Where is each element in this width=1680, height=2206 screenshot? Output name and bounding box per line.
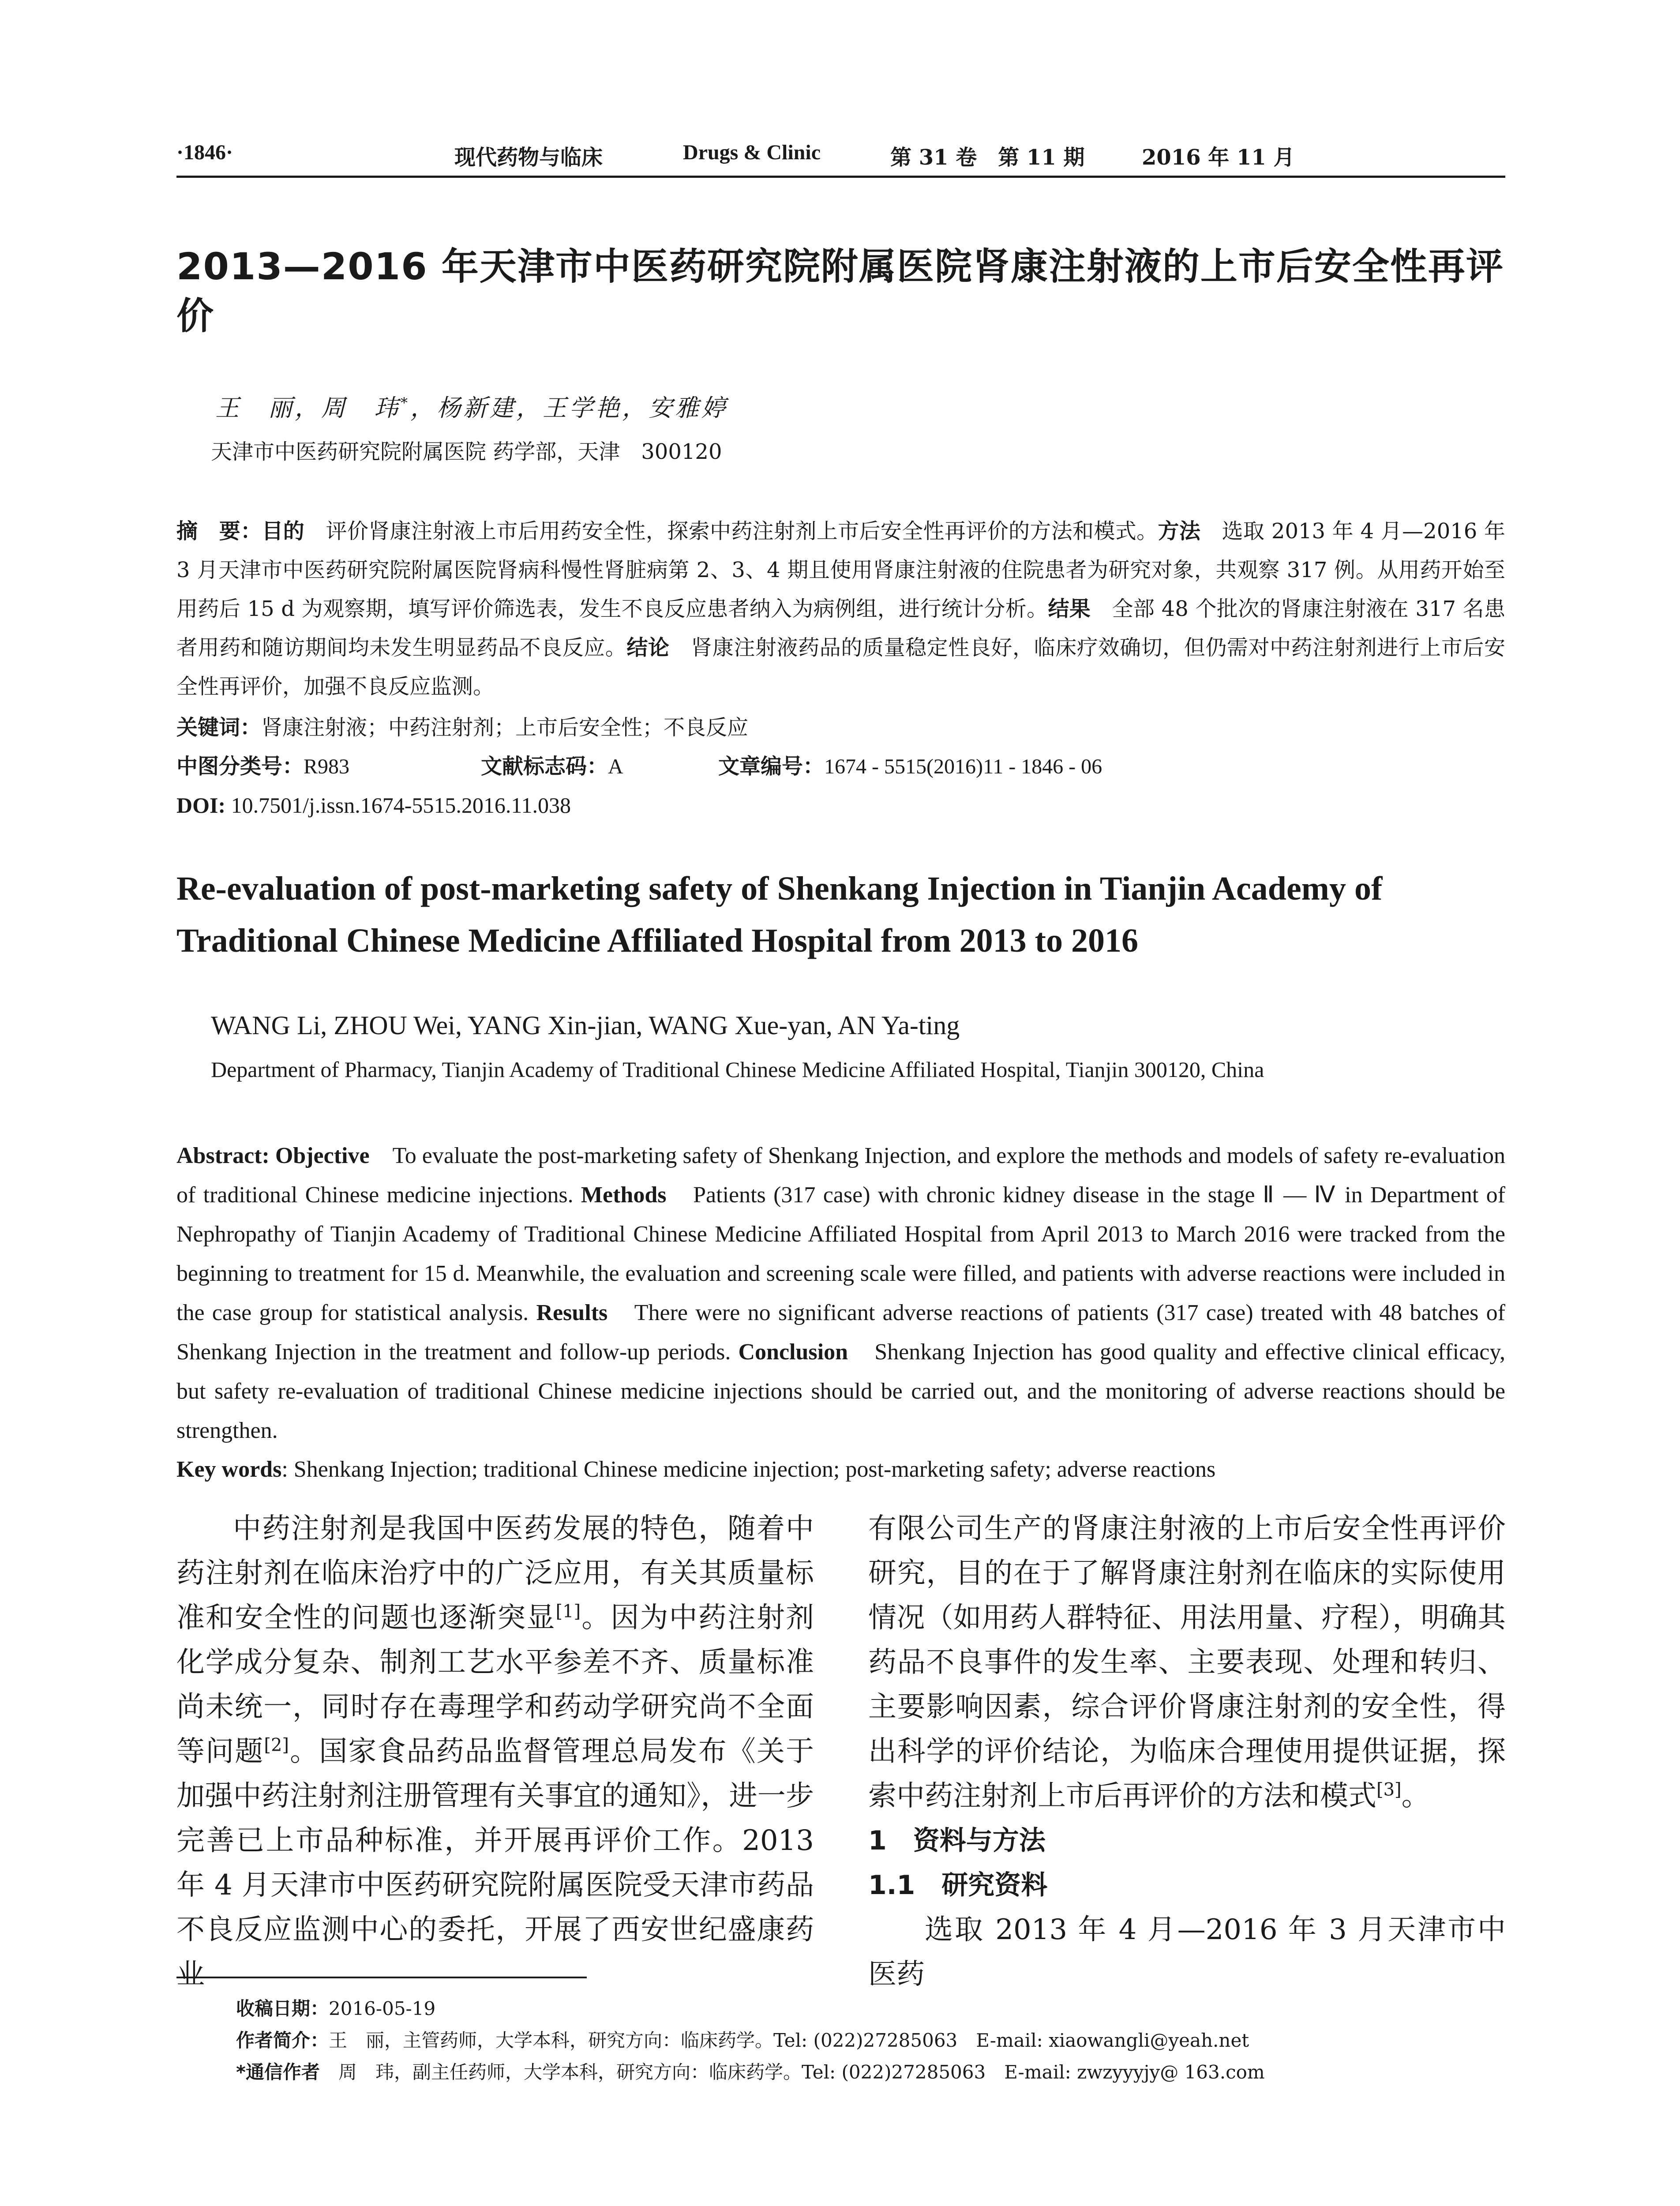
footnote-corresponding: *通信作者 周 玮，副主任药师，大学本科，研究方向：临床药学。Tel: (022)27285063 E-mail: zwzyyyjy@ 163.com [236, 2061, 1265, 2083]
issue-date: 2016 年 11 月 [1142, 145, 1295, 170]
keywords-en: Key words: Shenkang Injection; traditional Chinese medicine injection; post-marketing safety; adverse reactions [176, 1457, 1216, 1482]
authors-cn: 王 丽，周 玮*，杨新建，王学艳，安雅婷 [215, 394, 728, 422]
section-heading: 1 资料与方法 [868, 1825, 1046, 1856]
body-paragraph: 有限公司生产的肾康注射液的上市后安全性再评价研究，目的在于了解肾康注射剂在临床的实际使用情况（如用药人群特征、用法用量、疗程），明确其药品不良事件的发生率、主要表现、处理和转归、主要影响因素，综合评价肾康注射剂的安全性，得出科学的评价结论，为临床合理使用提供证据，探索中药注射剂上市后再评价的方法和模式[3]。 [868, 1512, 1506, 1812]
classification-row: 中图分类号：R983 文献标志码：A 文章编号：1674 - 5515(2016)11 - 1846 - 06 [176, 754, 1102, 779]
citation-ref: [1] [555, 1601, 581, 1622]
abstract-cn-label: 摘 要： [176, 519, 262, 544]
title-cn: 2013—2016 年天津市中医药研究院附属医院肾康注射液的上市后安全性再评价 [176, 245, 1504, 338]
corresponding-mark: * [401, 394, 410, 411]
journal-name-cn: 现代药物与临床 [454, 145, 603, 170]
citation-ref: [2] [264, 1735, 289, 1756]
body-left-column [176, 1507, 814, 1997]
authors-en: WANG Li, ZHOU Wei, YANG Xin-jian, WANG Xue-yan, AN Ya-ting [211, 1011, 960, 1040]
header-rule [176, 176, 1505, 178]
footnote-rule [176, 1977, 587, 1978]
footnote-received: 收稿日期：2016-05-19 [236, 1998, 436, 2019]
abstract-en-label: Abstract: [176, 1143, 270, 1168]
issue-info: 第 31 卷 第 11 期 [890, 145, 1085, 170]
title-en: Re-evaluation of post-marketing safety of Shenkang Injection in Tianjin Academy of Traditional Chinese Medicine Affiliated Hospital from 2013 to 2016 [176, 870, 1383, 959]
abstract-cn: 摘 要：目的 评价肾康注射液上市后用药安全性，探索中药注射剂上市后安全性再评价的方法和模式。方法 选取 2013 年 4 月—2016 年 3 月天津市中医药研究院附属医院肾病科慢性肾脏病第 2、3、4 期且使用肾康注射液的住院患者为研究对象，共观察 317 例。从用药开始至用药后 15 d 为观察期，填写评价筛选表，发生不良反应患者纳入为病例组，进行统计分析。结果 全部 48 个批次的肾康注射液在 317 名患者用药和随访期间均未发生明显药品不良反应。结论 肾康注射液药品的质量稳定性良好，临床疗效确切，但仍需对中药注射剂进行上市后安全性再评价，加强不良反应监测。 [176, 519, 1505, 699]
running-header [176, 140, 1505, 171]
abstract-en: Abstract: Objective To evaluate the post-marketing safety of Shenkang Injection, and explore the methods and models of safety re-evaluation of traditional Chinese medicine injections. Methods Patients (317 case) with chronic kidney disease in the stage Ⅱ — Ⅳ in Department of Nephropathy of Tianjin Academy of Traditional Chinese Medicine Affiliated Hospital from April 2013 to March 2016 were tracked from the beginning to treatment for 15 d. Meanwhile, the evaluation and screening scale were filled, and patients with adverse reactions were included in the case group for statistical analysis. Results There were no significant adverse reactions of patients (317 case) treated with 48 batches of Shenkang Injection in the treatment and follow-up periods. Conclusion Shenkang Injection has good quality and effective clinical efficacy, but safety re-evaluation of traditional Chinese medicine injections should be carried out, and the monitoring of adverse reactions should be strengthen. [176, 1143, 1506, 1443]
affiliation-cn: 天津市中医药研究院附属医院 药学部，天津 300120 [211, 439, 722, 464]
doi: DOI: 10.7501/j.issn.1674-5515.2016.11.038 [176, 793, 571, 818]
keywords-cn: 关键词：肾康注射液；中药注射剂；上市后安全性；不良反应 [176, 715, 749, 740]
citation-ref: [3] [1376, 1779, 1402, 1800]
body-right-column [868, 1507, 1506, 1997]
subsection-heading: 1.1 研究资料 [868, 1870, 1048, 1901]
footnote-author-bio: 作者简介：王 丽，主管药师，大学本科，研究方向：临床药学。Tel: (022)27285063 E-mail: xiaowangli@yeah.net [236, 2030, 1249, 2051]
page-number: ·1846· [176, 141, 233, 164]
journal-name-en: Drugs & Clinic [683, 141, 821, 164]
affiliation-en: Department of Pharmacy, Tianjin Academy of Traditional Chinese Medicine Affiliated Hospital, Tianjin 300120, China [211, 1057, 1264, 1082]
body-paragraph: 中药注射剂是我国中医药发展的特色，随着中药注射剂在临床治疗中的广泛应用，有关其质量标准和安全性的问题也逐渐突显[1]。因为中药注射剂化学成分复杂、制剂工艺水平参差不齐、质量标准尚未统一，同时存在毒理学和药动学研究尚不全面等问题[2]。国家食品药品监督管理总局发布《关于加强中药注射剂注册管理有关事宜的通知》，进一步完善已上市品种标准，并开展再评价工作。2013 年 4 月天津市中医药研究院附属医院受天津市药品不良反应监测中心的委托，开展了西安世纪盛康药业 [176, 1512, 814, 1991]
body-paragraph: 选取 2013 年 4 月—2016 年 3 月天津市中医药 [868, 1913, 1506, 1991]
